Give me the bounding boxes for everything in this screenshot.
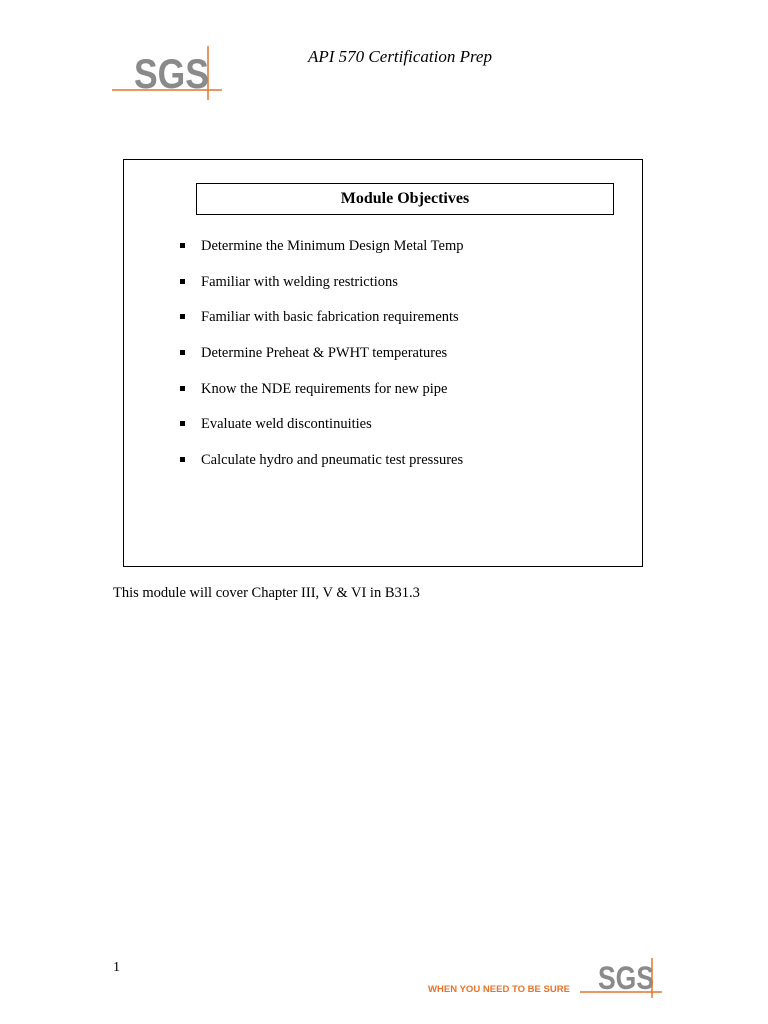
bullet-icon: [180, 386, 185, 391]
list-item-text: Determine Preheat & PWHT temperatures: [201, 345, 448, 362]
bullet-icon: [180, 243, 185, 248]
bullet-icon: [180, 421, 185, 426]
page-number: 1: [113, 960, 120, 975]
bullet-icon: [180, 350, 185, 355]
footer-logo: [424, 956, 666, 1000]
footer-sgs-logo-text: SGS: [598, 960, 654, 996]
list-item-text: Familiar with welding restrictions: [201, 273, 398, 290]
list-item-text: Know the NDE requirements for new pipe: [201, 380, 448, 397]
list-item-text: Evaluate weld discontinuities: [201, 416, 372, 433]
module-coverage-note: This module will cover Chapter III, V & VI in B31.3: [113, 585, 420, 601]
sgs-logo: [112, 44, 224, 102]
list-item-text: Familiar with basic fabrication requirements: [201, 309, 459, 326]
document-title: API 570 Certification Prep: [308, 47, 492, 66]
objectives-box: [123, 159, 643, 567]
bullet-icon: [180, 457, 185, 462]
sgs-logo-text: SGS: [134, 50, 209, 97]
bullet-icon: [180, 279, 185, 284]
footer-tagline: WHEN YOU NEED TO BE SURE: [428, 984, 570, 994]
objectives-heading: Module Objectives: [196, 183, 614, 215]
bullet-icon: [180, 314, 185, 319]
list-item-text: Determine the Minimum Design Metal Temp: [201, 238, 464, 254]
list-item-text: Calculate hydro and pneumatic test pressures: [201, 452, 464, 469]
